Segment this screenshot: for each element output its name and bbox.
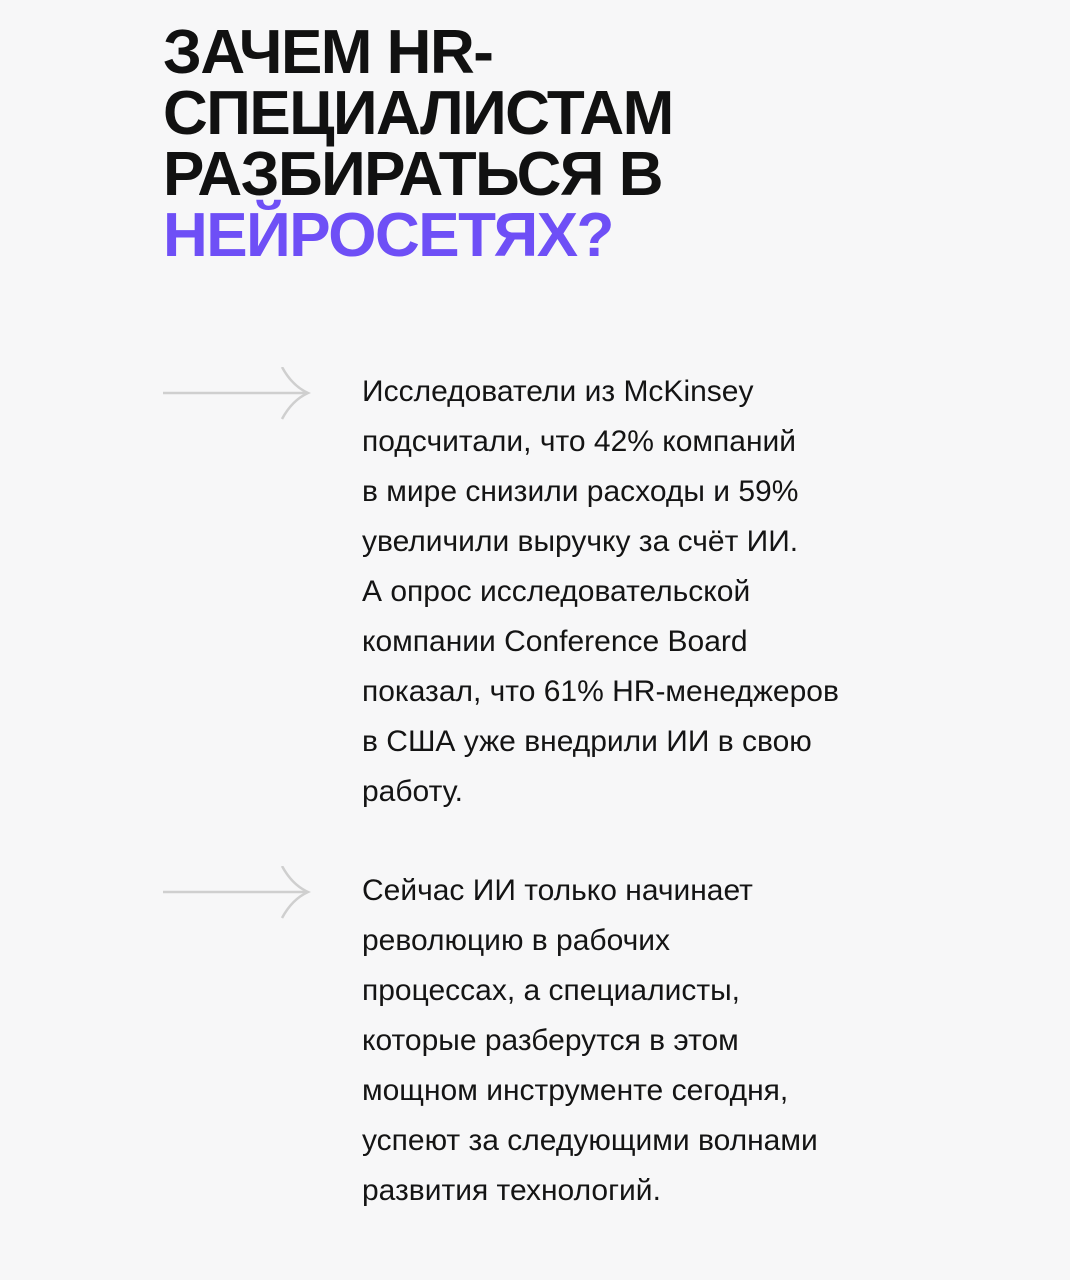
arrow-right-icon: [163, 866, 311, 924]
title-line-2: СПЕЦИАЛИСТАМ: [163, 79, 673, 148]
paragraph-text: Исследователи из McKinsey подсчитали, что 42% компаний в мире снизили расходы и 59% увеличили выручку за счёт ИИ. А опрос исследовательской компании Conference Board показал, что 61% HR-менеджеров в США уже внедрили ИИ в свою работу.: [362, 375, 839, 808]
arrow-right-icon: [163, 367, 311, 425]
title-line-3: РАЗБИРАТЬСЯ В: [163, 140, 662, 209]
title-accent-line: НЕЙРОСЕТЯХ?: [163, 201, 613, 270]
title-line-1: ЗАЧЕМ HR-: [163, 18, 493, 87]
paragraph-text: Сейчас ИИ только начинает революцию в рабочих процессах, а специалисты, которые разберутся в этом мощном инструменте сегодня, успеют за следующими волнами развития технологий.: [362, 874, 818, 1207]
page-title: [163, 18, 673, 270]
